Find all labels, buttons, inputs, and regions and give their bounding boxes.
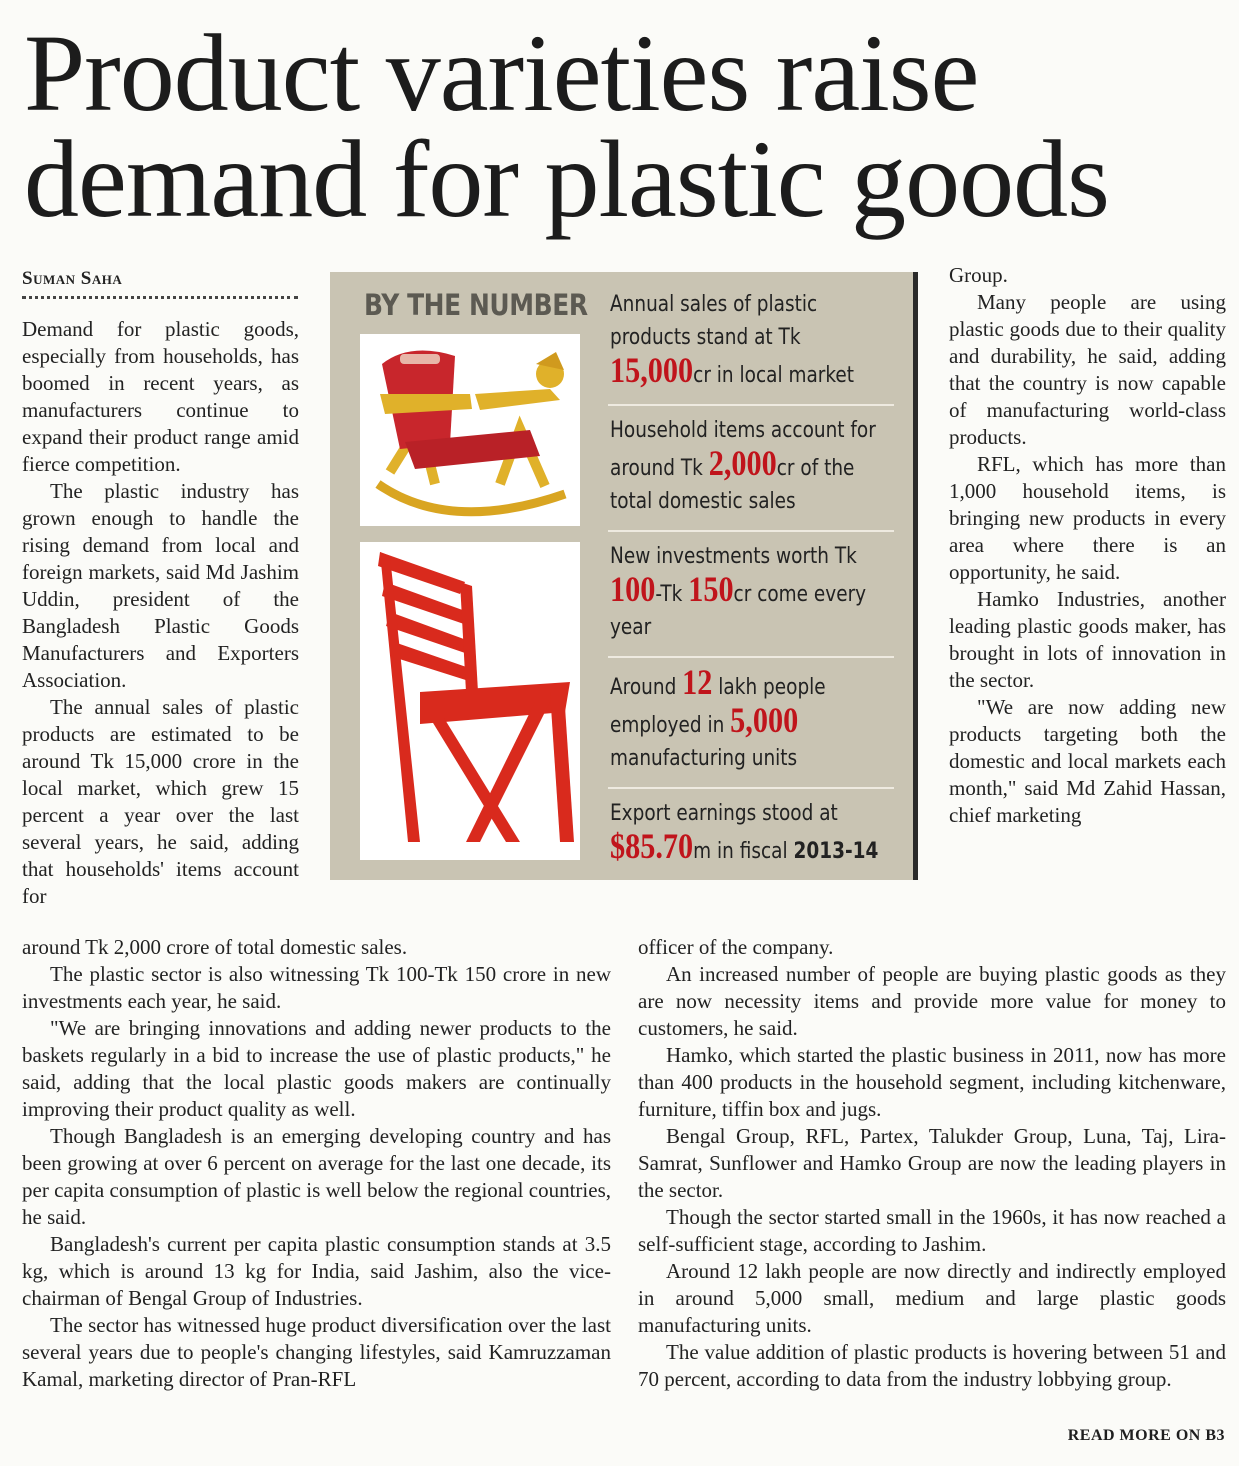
paragraph: An increased number of people are buying plastic goods as they are now necessity items and provide more value for money to customers, he said. xyxy=(638,962,1226,1040)
fact-number: 2,000 xyxy=(708,443,777,483)
bottom-left-column xyxy=(22,934,611,1393)
box-title: BY THE NUMBER xyxy=(364,288,588,322)
fact-text: New investments worth Tk xyxy=(610,544,857,569)
column-3 xyxy=(949,262,1226,829)
fact-text: Around xyxy=(610,675,683,700)
paragraph: The annual sales of plastic products are estimated to be around Tk 15,000 crore in the local market, which grew 15 percent a year over the last several years, he said, adding that households' items account for xyxy=(22,695,299,908)
paragraph: Hamko Industries, another leading plastic goods maker, has brought in lots of innovation in the sector. xyxy=(949,587,1226,692)
fact-number: 5,000 xyxy=(730,700,799,740)
byline: Suman Saha xyxy=(22,268,123,289)
facts-list xyxy=(608,280,894,880)
paragraph: "We are bringing innovations and adding newer products to the baskets regularly in a bid to increase the use of plastic products," he said, adding that the local plastic goods makers are continually improving their product quality as well. xyxy=(22,1016,611,1121)
paragraph: Demand for plastic goods, especially from households, has boomed in recent years, as manufacturers continue to expand their product range amid fierce competition. xyxy=(22,317,299,476)
fact-item xyxy=(608,789,894,880)
by-the-number-box xyxy=(330,272,918,880)
fact-year: 2013-14 xyxy=(793,839,879,864)
fact-text: cr in local market xyxy=(693,363,855,388)
fact-text: m in fiscal xyxy=(693,839,794,864)
paragraph: The plastic sector is also witnessing Tk 100-Tk 150 crore in new investments each year, he said. xyxy=(22,962,611,1013)
paragraph: Though the sector started small in the 1960s, it has now reached a self-sufficient stage, according to Jashim. xyxy=(638,1205,1226,1256)
fact-text: Export earnings stood at xyxy=(610,801,838,826)
fact-number: 100 xyxy=(610,569,656,609)
fact-text: manufacturing units xyxy=(610,746,798,771)
paragraph: The sector has witnessed huge product diversification over the last several years due to people's changing lifestyles, said Kamruzzaman Kamal, marketing director of Pran-RFL xyxy=(22,1313,611,1391)
paragraph: Around 12 lakh people are now directly and indirectly employed in around 5,000 small, medium and large plastic goods manufacturing units. xyxy=(638,1259,1226,1337)
headline-line-2: demand for plastic goods xyxy=(24,118,1109,240)
fact-number: 150 xyxy=(688,569,734,609)
fact-number: 15,000 xyxy=(610,350,694,390)
column-1 xyxy=(22,316,299,910)
fact-text: Household items account for around Tk xyxy=(610,418,876,481)
paragraph: Bangladesh's current per capita plastic consumption stands at 3.5 kg, which is around 13 kg for India, said Jashim, also the vice-chairman of Bengal Group of Industries. xyxy=(22,1232,611,1310)
fact-number: 12 xyxy=(682,662,713,702)
paragraph: The value addition of plastic products is hovering between 51 and 70 percent, according to data from the industry lobbying group. xyxy=(638,1340,1226,1391)
paragraph: Hamko, which started the plastic business in 2011, now has more than 400 products in the household segment, including kitchenware, furniture, tiffin box and jugs. xyxy=(638,1043,1226,1121)
bottom-right-column xyxy=(638,934,1226,1393)
paragraph: "We are now adding new products targeting both the domestic and local markets each month," said Md Zahid Hassan, chief marketing xyxy=(949,695,1226,827)
fact-text: cr come every year xyxy=(610,582,867,640)
paragraph: The plastic industry has grown enough to handle the rising demand from local and foreign markets, said Md Jashim Uddin, president of the Bangladesh Plastic Goods Manufacturers and Exporters Association. xyxy=(22,479,299,692)
fact-item xyxy=(608,406,894,532)
byline-divider xyxy=(22,296,298,299)
paragraph: officer of the company. xyxy=(638,935,834,959)
fact-text: Annual sales of plastic products stand at Tk xyxy=(610,292,818,350)
fact-text: cr of the total domestic sales xyxy=(610,456,855,514)
paragraph: Group. xyxy=(949,263,1008,287)
paragraph: around Tk 2,000 crore of total domestic sales. xyxy=(22,935,408,959)
read-more-link: READ MORE ON B3 xyxy=(1067,1427,1225,1444)
folding-chair-image xyxy=(360,542,580,860)
fact-item xyxy=(608,280,894,406)
fact-number: $85.70 xyxy=(610,826,694,866)
paragraph: Many people are using plastic goods due to their quality and durability, he said, adding that the country is now capable of manufacturing world-class products. xyxy=(949,290,1226,449)
paragraph: Though Bangladesh is an emerging developing country and has been growing at over 6 percent on average for the last one decade, its per capita consumption of plastic is well below the regional countries, he said. xyxy=(22,1124,611,1229)
headline xyxy=(24,12,1224,240)
fact-item xyxy=(608,658,894,789)
paragraph: Bengal Group, RFL, Partex, Talukder Group, Luna, Taj, Lira-Samrat, Sunflower and Hamko Group are now the leading players in the sector. xyxy=(638,1124,1226,1202)
paragraph: RFL, which has more than 1,000 household items, is bringing new products in every area where there is an opportunity, he said. xyxy=(949,452,1226,584)
headline-line-1: Product varieties raise xyxy=(24,12,979,134)
fact-item xyxy=(608,532,894,658)
fact-text: -Tk xyxy=(655,582,689,607)
rocking-chair-image xyxy=(360,334,580,526)
fact-text: lakh people employed in xyxy=(610,675,826,738)
